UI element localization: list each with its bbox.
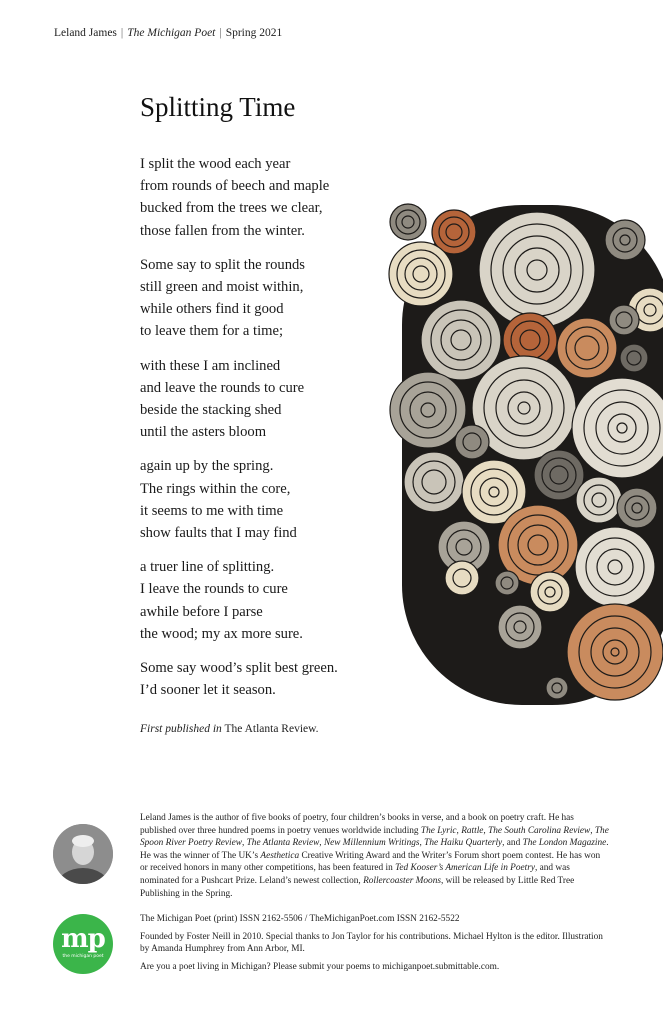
wood-round [572,378,663,478]
wood-round [557,318,617,378]
wood-round [404,452,464,512]
bio-text: , [590,825,595,836]
bio-text: , will be released by Little Red Tree Publishing in the Spring. [140,875,575,899]
header-separator: | [120,27,124,39]
poem-line: with these I am inclined [140,357,281,374]
running-header [54,27,282,39]
poem-line: those fallen from the winter. [140,222,305,239]
poem-title: Splitting Time [140,92,296,122]
wood-round [609,305,639,335]
poem-body [140,153,400,713]
logo-initials: mp [61,924,105,954]
bio-text: . He was the winner of The UK’s [140,838,609,861]
poem-line: I split the wood each year [140,156,291,172]
header-separator: | [219,27,222,39]
header-publication: The Michigan Poet [127,27,216,39]
first-published-venue: The Atlanta Review. [224,723,319,735]
bio-text: , [319,838,324,849]
wood-round [546,677,568,699]
wood-round [530,572,570,612]
poem-line: The rings within the core, [140,480,291,497]
credits-line: Founded by Foster Neill in 2010. Special thanks to Jon Taylor for his contributions. Michael Hylton is the editor. Illustration by Amanda Humphrey from Ann Arbor, MI. [140,931,603,955]
bio-venue: The London Magazine [522,838,607,849]
author-photo [53,824,113,884]
author-portrait-icon [53,824,113,884]
poem-stanza [140,153,400,242]
bio-text: , and was nominated for a Pushcart Prize. Leland’s newest collection, [140,863,570,886]
first-published-label: First published in [140,723,222,735]
bio-text: , and [502,838,523,849]
wood-round [534,450,584,500]
bio-text: , [456,825,462,836]
wood-round [421,300,501,380]
bio-venue: The Atlanta Review [246,838,320,849]
poem-line: it seems to me with time [140,502,284,519]
author-bio [140,812,610,900]
poem-line: to leave them for a time; [140,323,284,340]
bio-text: , [241,838,247,849]
bio-venue: The Spoon River Poetry Review [140,825,609,849]
wood-round [576,477,622,523]
publication-footer [140,913,610,978]
poem-line: beside the stacking shed [140,402,282,419]
poem-line: Some say wood’s split best green. [140,660,338,677]
wood-round [390,372,466,448]
poem-line: I leave the rounds to cure [140,581,288,598]
poem-stanza [140,355,400,444]
tree-rings-illustration [382,200,663,710]
poem-line: while others find it good [140,301,284,318]
poem-line: awhile before I parse [140,603,263,620]
poem-stanza [140,556,400,645]
bio-text: Leland James is the author of five books of poetry, four children’s books in verse, and a book on poetry craft. He has published over three hundred poems in poetry venues worldwide including [140,813,574,836]
bio-text: Creative Writing Award and the Writer’s Forum short poem contest. He has won or received honors in many other competitions, has been featured in [140,850,601,874]
michigan-poet-logo [53,914,113,974]
poem-line: and leave the rounds to cure [140,379,305,396]
wood-round [445,561,479,595]
logo-subtitle: the michigan poet [62,954,104,959]
bio-venue: The South Carolina Review [488,825,591,836]
bio-venue: The Lyric [420,825,457,836]
poem-stanza [140,657,400,701]
poem-line: again up by the spring. [140,458,274,475]
poem-line: Some say to split the rounds [140,256,305,273]
poem-line: the wood; my ax more sure. [140,625,303,642]
wood-round [495,571,519,595]
poem-line: from rounds of beech and maple [140,178,330,195]
header-author: Leland James [54,27,117,39]
poem-stanza [140,254,400,343]
bio-venue: The Haiku Quarterly [424,838,503,849]
wood-round [455,425,489,459]
first-published-note [140,723,319,735]
poem-stanza [140,455,400,544]
poem-line: a truer line of splitting. [140,559,275,576]
poem-line: still green and moist within, [140,279,304,296]
poem-line: show faults that I may find [140,525,297,542]
wood-round [575,527,655,607]
wood-round [567,604,663,700]
bio-venue: New Millennium Writings [323,838,420,849]
bio-text: , [483,825,489,836]
wood-round [389,242,453,306]
wood-round [390,204,426,240]
submission-line: Are you a poet living in Michigan? Please submit your poems to michiganpoet.submittable.com. [140,961,500,972]
wood-round [498,605,542,649]
bio-venue: Rattle [461,825,484,836]
poem-line: bucked from the trees we clear, [140,200,323,217]
wood-round [620,344,648,372]
poem-line: I’d sooner let it season. [140,682,276,699]
bio-text: , [419,838,425,849]
wood-round [605,220,645,260]
wood-round [479,212,595,328]
header-issue: Spring 2021 [225,27,283,39]
bio-book-title: Rollercoaster Moons [363,875,441,886]
poem-line: until the asters bloom [140,424,267,441]
bio-venue: Ted Kooser’s American Life in Poetry [395,863,535,874]
bio-venue: Aesthetica [260,850,300,861]
issn-line: The Michigan Poet (print) ISSN 2162-5506 / TheMichiganPoet.com ISSN 2162-5522 [140,914,460,924]
wood-round [617,488,657,528]
